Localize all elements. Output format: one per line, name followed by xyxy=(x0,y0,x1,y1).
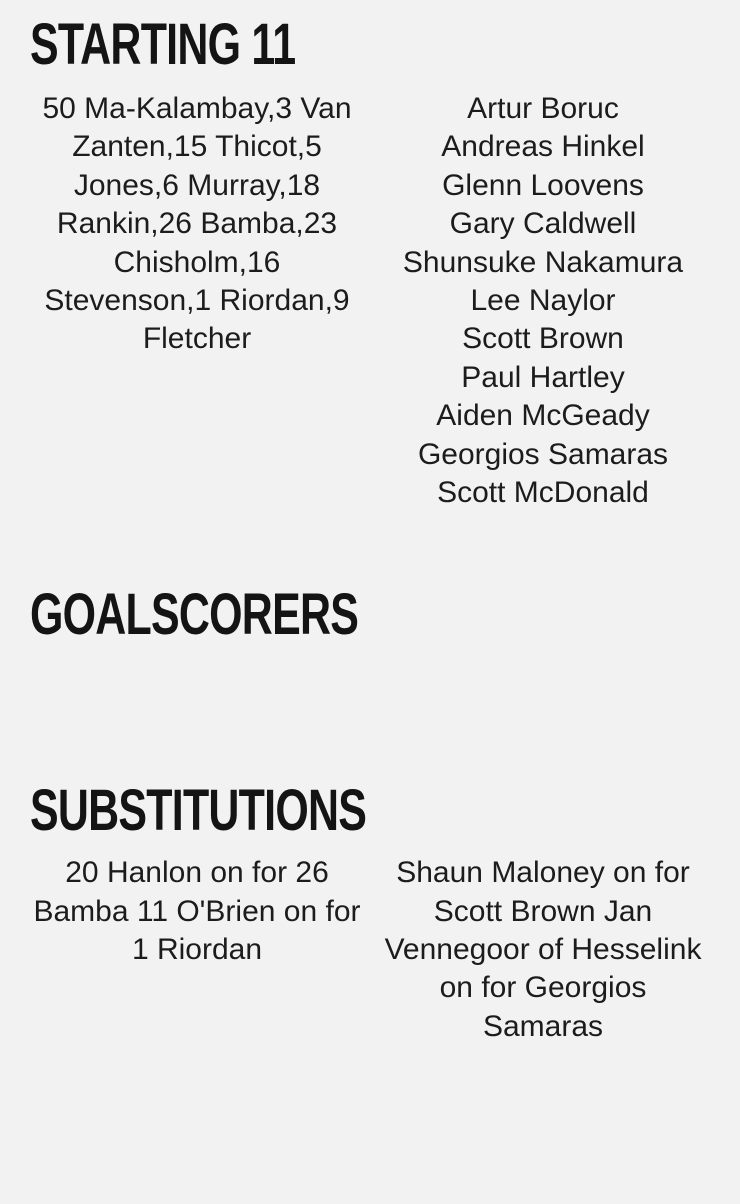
home-starting-lineup: 50 Ma-Kalambay,3 Van Zanten,15 Thicot,5 Jones,6 Murray,18 Rankin,26 Bamba,23 Chisholm,16 Stevenson,1 Riordan,9 Fletcher xyxy=(42,92,352,356)
list-item: Paul Hartley xyxy=(461,360,625,394)
list-item: Gary Caldwell xyxy=(449,207,637,241)
starting-11-heading: STARTING 11 xyxy=(30,12,296,77)
list-item: Artur Boruc xyxy=(467,92,619,125)
home-goalscorers xyxy=(30,644,370,704)
list-item: Glenn Loovens xyxy=(442,168,644,202)
list-item: Scott McDonald xyxy=(437,475,649,509)
list-item: Aiden McGeady xyxy=(436,399,650,433)
section-spacer xyxy=(30,704,710,782)
list-item: Shunsuke Nakamura xyxy=(402,245,684,279)
starting-11-lineups xyxy=(30,74,710,512)
substitutions-lists xyxy=(30,840,710,1046)
goalscorers-heading: GOALSCORERS xyxy=(30,582,359,648)
section-spacer xyxy=(30,512,710,586)
list-item: Scott Brown xyxy=(462,322,624,356)
away-substitutions: Shaun Maloney on for Scott Brown Jan Vennegoor of Hesselink on for Georgios Samaras xyxy=(384,856,702,1043)
list-item: Georgios Samaras xyxy=(417,437,669,471)
substitutions-heading: SUBSTITUTIONS xyxy=(30,778,367,844)
list-item: Lee Naylor xyxy=(470,283,616,317)
goalscorers-lists xyxy=(30,644,710,704)
away-goalscorers xyxy=(370,644,710,704)
list-item: Andreas Hinkel xyxy=(441,130,645,164)
away-starting-lineup xyxy=(370,90,710,512)
home-substitutions: 20 Hanlon on for 26 Bamba 11 O'Brien on for 1 Riordan xyxy=(33,856,361,967)
